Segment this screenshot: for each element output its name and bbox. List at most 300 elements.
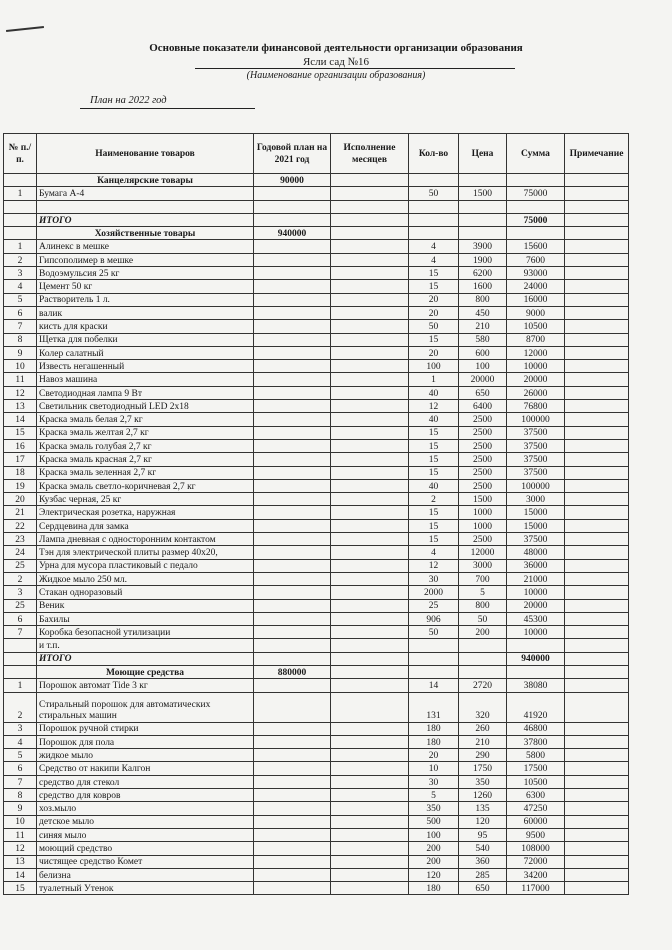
empty-cell bbox=[565, 174, 629, 187]
item-name: жидкое мыло bbox=[37, 749, 254, 762]
item-note bbox=[565, 815, 629, 828]
table-row bbox=[4, 639, 629, 652]
item-execution bbox=[331, 346, 409, 359]
item-price: 1000 bbox=[459, 506, 507, 519]
item-execution bbox=[331, 679, 409, 692]
table-row bbox=[4, 855, 629, 868]
table-body bbox=[4, 174, 629, 895]
item-sum: 17500 bbox=[507, 762, 565, 775]
empty-cell bbox=[459, 174, 507, 187]
item-annual-plan bbox=[254, 360, 331, 373]
item-price: 285 bbox=[459, 868, 507, 881]
item-sum: 10500 bbox=[507, 320, 565, 333]
table-row bbox=[4, 749, 629, 762]
row-number: 1 bbox=[4, 187, 37, 200]
row-number: 4 bbox=[4, 280, 37, 293]
col-header-execution: Исполнение месяцев bbox=[331, 134, 409, 174]
item-name: Бумага А-4 bbox=[37, 187, 254, 200]
item-qty: 30 bbox=[409, 572, 459, 585]
row-number: 3 bbox=[4, 267, 37, 280]
item-name: Навоз машина bbox=[37, 373, 254, 386]
table-row bbox=[4, 333, 629, 346]
item-annual-plan bbox=[254, 735, 331, 748]
document-title: Основные показатели финансовой деятельности организации образования bbox=[149, 42, 523, 54]
section-title: Моющие средства bbox=[37, 665, 254, 678]
item-note bbox=[565, 868, 629, 881]
item-sum: 3000 bbox=[507, 493, 565, 506]
item-name: Краска эмаль желтая 2,7 кг bbox=[37, 426, 254, 439]
item-note bbox=[565, 626, 629, 639]
item-qty: 1 bbox=[409, 373, 459, 386]
item-execution bbox=[331, 572, 409, 585]
row-number: 15 bbox=[4, 426, 37, 439]
item-qty: 120 bbox=[409, 868, 459, 881]
item-annual-plan bbox=[254, 306, 331, 319]
row-number bbox=[4, 213, 37, 226]
item-qty: 180 bbox=[409, 882, 459, 895]
item-qty: 200 bbox=[409, 855, 459, 868]
table-row bbox=[4, 533, 629, 546]
item-execution bbox=[331, 586, 409, 599]
item-annual-plan bbox=[254, 373, 331, 386]
item-note bbox=[565, 762, 629, 775]
item-execution bbox=[331, 828, 409, 841]
table-row bbox=[4, 240, 629, 253]
item-price bbox=[459, 200, 507, 213]
row-number: 21 bbox=[4, 506, 37, 519]
row-number: 5 bbox=[4, 749, 37, 762]
row-number: 25 bbox=[4, 559, 37, 572]
item-annual-plan bbox=[254, 320, 331, 333]
row-number: 24 bbox=[4, 546, 37, 559]
item-sum: 15000 bbox=[507, 506, 565, 519]
item-price: 2500 bbox=[459, 453, 507, 466]
item-qty: 10 bbox=[409, 762, 459, 775]
row-number: 17 bbox=[4, 453, 37, 466]
item-execution bbox=[331, 400, 409, 413]
item-qty: 25 bbox=[409, 599, 459, 612]
item-sum: 37500 bbox=[507, 453, 565, 466]
table-row bbox=[4, 559, 629, 572]
item-price: 1750 bbox=[459, 762, 507, 775]
item-name: детское мыло bbox=[37, 815, 254, 828]
item-price: 350 bbox=[459, 775, 507, 788]
item-name: Электрическая розетка, наружная bbox=[37, 506, 254, 519]
item-qty: 180 bbox=[409, 722, 459, 735]
row-number: 14 bbox=[4, 413, 37, 426]
empty-cell bbox=[507, 665, 565, 678]
row-number: 8 bbox=[4, 333, 37, 346]
item-sum: 9500 bbox=[507, 828, 565, 841]
item-name: Цемент 50 кг bbox=[37, 280, 254, 293]
item-execution bbox=[331, 373, 409, 386]
item-price: 95 bbox=[459, 828, 507, 841]
table-row bbox=[4, 267, 629, 280]
table-row bbox=[4, 413, 629, 426]
item-note bbox=[565, 373, 629, 386]
item-note bbox=[565, 802, 629, 815]
item-annual-plan bbox=[254, 762, 331, 775]
item-annual-plan bbox=[254, 519, 331, 532]
item-price: 3900 bbox=[459, 240, 507, 253]
item-sum: 10500 bbox=[507, 775, 565, 788]
table-row bbox=[4, 868, 629, 881]
table-row bbox=[4, 679, 629, 692]
item-note bbox=[565, 400, 629, 413]
item-annual-plan bbox=[254, 882, 331, 895]
item-sum: 15000 bbox=[507, 519, 565, 532]
table-row bbox=[4, 280, 629, 293]
row-number bbox=[4, 200, 37, 213]
item-annual-plan bbox=[254, 639, 331, 652]
item-price: 6400 bbox=[459, 400, 507, 413]
item-price: 100 bbox=[459, 360, 507, 373]
item-annual-plan bbox=[254, 280, 331, 293]
item-sum: 20000 bbox=[507, 373, 565, 386]
section-header-row bbox=[4, 227, 629, 240]
item-sum: 45300 bbox=[507, 612, 565, 625]
item-price: 260 bbox=[459, 722, 507, 735]
section-annual-plan: 90000 bbox=[254, 174, 331, 187]
item-qty: 20 bbox=[409, 293, 459, 306]
item-annual-plan bbox=[254, 546, 331, 559]
empty-cell bbox=[565, 227, 629, 240]
row-number bbox=[4, 639, 37, 652]
item-qty: 200 bbox=[409, 842, 459, 855]
item-note bbox=[565, 882, 629, 895]
item-qty: 20 bbox=[409, 306, 459, 319]
row-number: 6 bbox=[4, 762, 37, 775]
item-price: 290 bbox=[459, 749, 507, 762]
item-name: Стакан одноразовый bbox=[37, 586, 254, 599]
item-execution bbox=[331, 749, 409, 762]
item-qty: 15 bbox=[409, 267, 459, 280]
row-number: 8 bbox=[4, 789, 37, 802]
item-price: 210 bbox=[459, 735, 507, 748]
item-qty: 15 bbox=[409, 506, 459, 519]
item-name: Средство от накипи Калгон bbox=[37, 762, 254, 775]
plan-year: План на 2022 год bbox=[90, 95, 167, 106]
item-name: средство для ковров bbox=[37, 789, 254, 802]
item-sum: 5800 bbox=[507, 749, 565, 762]
item-annual-plan bbox=[254, 240, 331, 253]
row-number bbox=[4, 227, 37, 240]
table-row bbox=[4, 789, 629, 802]
item-qty: 40 bbox=[409, 479, 459, 492]
row-number: 6 bbox=[4, 612, 37, 625]
item-annual-plan bbox=[254, 493, 331, 506]
item-name: Растворитель 1 л. bbox=[37, 293, 254, 306]
empty-cell bbox=[459, 227, 507, 240]
item-price: 650 bbox=[459, 882, 507, 895]
item-note bbox=[565, 612, 629, 625]
item-qty: 12 bbox=[409, 559, 459, 572]
table-row bbox=[4, 815, 629, 828]
item-price: 800 bbox=[459, 599, 507, 612]
empty-cell bbox=[565, 665, 629, 678]
row-number: 10 bbox=[4, 360, 37, 373]
item-note bbox=[565, 293, 629, 306]
item-execution bbox=[331, 868, 409, 881]
item-execution bbox=[331, 789, 409, 802]
item-sum: 37500 bbox=[507, 426, 565, 439]
table-row bbox=[4, 253, 629, 266]
item-price: 5 bbox=[459, 586, 507, 599]
item-name: Краска эмаль белая 2,7 кг bbox=[37, 413, 254, 426]
item-name: Светильник светодиодный LED 2х18 bbox=[37, 400, 254, 413]
item-note bbox=[565, 466, 629, 479]
row-number: 2 bbox=[4, 572, 37, 585]
row-number: 19 bbox=[4, 479, 37, 492]
row-number: 7 bbox=[4, 626, 37, 639]
empty-cell bbox=[507, 227, 565, 240]
item-execution bbox=[331, 493, 409, 506]
section-total-sum: 75000 bbox=[507, 213, 565, 226]
item-execution bbox=[331, 439, 409, 452]
row-number: 12 bbox=[4, 842, 37, 855]
item-execution bbox=[331, 506, 409, 519]
item-name: Тэн для электрической плиты размер 40х20, bbox=[37, 546, 254, 559]
item-note bbox=[565, 320, 629, 333]
item-execution bbox=[331, 626, 409, 639]
item-annual-plan bbox=[254, 559, 331, 572]
item-note bbox=[565, 775, 629, 788]
row-number: 10 bbox=[4, 815, 37, 828]
item-qty: 15 bbox=[409, 439, 459, 452]
item-price: 3000 bbox=[459, 559, 507, 572]
item-sum: 48000 bbox=[507, 546, 565, 559]
table-row bbox=[4, 386, 629, 399]
table-row bbox=[4, 546, 629, 559]
item-execution bbox=[331, 267, 409, 280]
item-name: Порошок автомат Tide 3 кг bbox=[37, 679, 254, 692]
item-sum: 47250 bbox=[507, 802, 565, 815]
item-price: 135 bbox=[459, 802, 507, 815]
item-sum: 36000 bbox=[507, 559, 565, 572]
item-qty: 40 bbox=[409, 386, 459, 399]
item-sum: 60000 bbox=[507, 815, 565, 828]
item-annual-plan bbox=[254, 413, 331, 426]
table-row bbox=[4, 293, 629, 306]
item-name: Лампа дневная с односторонним контактом bbox=[37, 533, 254, 546]
row-number: 11 bbox=[4, 373, 37, 386]
item-price: 20000 bbox=[459, 373, 507, 386]
empty-cell bbox=[565, 213, 629, 226]
item-name: Краска эмаль красная 2,7 кг bbox=[37, 453, 254, 466]
item-price: 50 bbox=[459, 612, 507, 625]
empty-cell bbox=[459, 213, 507, 226]
row-number: 25 bbox=[4, 599, 37, 612]
row-number: 1 bbox=[4, 679, 37, 692]
item-sum: 6300 bbox=[507, 789, 565, 802]
item-price: 700 bbox=[459, 572, 507, 585]
item-sum: 16000 bbox=[507, 293, 565, 306]
item-name: Краска эмаль светло-коричневая 2,7 кг bbox=[37, 479, 254, 492]
item-qty: 40 bbox=[409, 413, 459, 426]
item-annual-plan bbox=[254, 453, 331, 466]
item-sum: 41920 bbox=[507, 692, 565, 722]
item-sum: 37500 bbox=[507, 533, 565, 546]
item-annual-plan bbox=[254, 679, 331, 692]
item-price: 540 bbox=[459, 842, 507, 855]
item-price: 210 bbox=[459, 320, 507, 333]
item-execution bbox=[331, 762, 409, 775]
row-number: 4 bbox=[4, 735, 37, 748]
row-number: 2 bbox=[4, 692, 37, 722]
item-sum: 21000 bbox=[507, 572, 565, 585]
item-sum: 37500 bbox=[507, 466, 565, 479]
row-number: 16 bbox=[4, 439, 37, 452]
item-qty: 100 bbox=[409, 828, 459, 841]
item-sum: 108000 bbox=[507, 842, 565, 855]
item-qty: 50 bbox=[409, 626, 459, 639]
item-note bbox=[565, 280, 629, 293]
item-annual-plan bbox=[254, 333, 331, 346]
table-row bbox=[4, 200, 629, 213]
row-number bbox=[4, 652, 37, 665]
item-execution bbox=[331, 426, 409, 439]
row-number: 20 bbox=[4, 493, 37, 506]
item-qty: 50 bbox=[409, 320, 459, 333]
row-number: 11 bbox=[4, 828, 37, 841]
item-sum bbox=[507, 639, 565, 652]
row-number: 22 bbox=[4, 519, 37, 532]
item-note bbox=[565, 789, 629, 802]
item-sum: 75000 bbox=[507, 187, 565, 200]
row-number: 14 bbox=[4, 868, 37, 881]
item-name: Веник bbox=[37, 599, 254, 612]
item-sum: 24000 bbox=[507, 280, 565, 293]
item-name: средство для стекол bbox=[37, 775, 254, 788]
item-execution bbox=[331, 533, 409, 546]
table-row bbox=[4, 722, 629, 735]
item-name: Водоэмульсия 25 кг bbox=[37, 267, 254, 280]
item-note bbox=[565, 533, 629, 546]
section-total-row bbox=[4, 213, 629, 226]
empty-cell bbox=[409, 227, 459, 240]
item-sum: 76800 bbox=[507, 400, 565, 413]
item-note bbox=[565, 267, 629, 280]
item-name: Гипсополимер в мешке bbox=[37, 253, 254, 266]
table-row bbox=[4, 453, 629, 466]
item-annual-plan bbox=[254, 346, 331, 359]
item-annual-plan bbox=[254, 187, 331, 200]
item-price: 580 bbox=[459, 333, 507, 346]
table-row bbox=[4, 466, 629, 479]
item-name: Сердцевина для замка bbox=[37, 519, 254, 532]
section-annual-plan: 940000 bbox=[254, 227, 331, 240]
item-sum: 9000 bbox=[507, 306, 565, 319]
item-price: 1000 bbox=[459, 519, 507, 532]
item-qty: 15 bbox=[409, 333, 459, 346]
item-note bbox=[565, 493, 629, 506]
table-row bbox=[4, 400, 629, 413]
item-execution bbox=[331, 466, 409, 479]
section-total-sum: 940000 bbox=[507, 652, 565, 665]
item-price: 600 bbox=[459, 346, 507, 359]
item-annual-plan bbox=[254, 612, 331, 625]
item-note bbox=[565, 413, 629, 426]
item-name: Стиральный порошок для автоматических стиральных машин bbox=[37, 692, 254, 722]
item-price: 2500 bbox=[459, 426, 507, 439]
row-number: 13 bbox=[4, 400, 37, 413]
table-row bbox=[4, 586, 629, 599]
item-sum: 7600 bbox=[507, 253, 565, 266]
table-row bbox=[4, 692, 629, 722]
item-sum: 100000 bbox=[507, 479, 565, 492]
item-sum: 10000 bbox=[507, 586, 565, 599]
item-qty: 12 bbox=[409, 400, 459, 413]
item-name: Порошок ручной стирки bbox=[37, 722, 254, 735]
item-sum: 72000 bbox=[507, 855, 565, 868]
item-execution bbox=[331, 735, 409, 748]
row-number: 9 bbox=[4, 346, 37, 359]
item-name: валик bbox=[37, 306, 254, 319]
item-execution bbox=[331, 280, 409, 293]
item-annual-plan bbox=[254, 506, 331, 519]
row-number: 2 bbox=[4, 253, 37, 266]
item-qty: 15 bbox=[409, 280, 459, 293]
item-qty: 4 bbox=[409, 240, 459, 253]
item-execution bbox=[331, 240, 409, 253]
empty-cell bbox=[459, 652, 507, 665]
item-name: Коробка безопасной утилизации bbox=[37, 626, 254, 639]
organization-caption: (Наименование организации образования) bbox=[246, 70, 426, 81]
item-name: белизна bbox=[37, 868, 254, 881]
row-number: 7 bbox=[4, 320, 37, 333]
item-note bbox=[565, 519, 629, 532]
empty-cell bbox=[409, 213, 459, 226]
item-sum: 10000 bbox=[507, 626, 565, 639]
col-header-sum: Сумма bbox=[507, 134, 565, 174]
item-qty: 2 bbox=[409, 493, 459, 506]
table-row bbox=[4, 439, 629, 452]
item-execution bbox=[331, 453, 409, 466]
item-price: 1500 bbox=[459, 187, 507, 200]
col-header-plan: Годовой план на 2021 год bbox=[254, 134, 331, 174]
item-sum: 12000 bbox=[507, 346, 565, 359]
row-number bbox=[4, 174, 37, 187]
item-name: Порошок для пола bbox=[37, 735, 254, 748]
item-qty bbox=[409, 639, 459, 652]
item-price: 2500 bbox=[459, 479, 507, 492]
item-execution bbox=[331, 200, 409, 213]
table-row bbox=[4, 306, 629, 319]
item-note bbox=[565, 599, 629, 612]
item-note bbox=[565, 735, 629, 748]
item-note bbox=[565, 426, 629, 439]
item-annual-plan bbox=[254, 692, 331, 722]
item-annual-plan bbox=[254, 789, 331, 802]
item-price: 2500 bbox=[459, 466, 507, 479]
item-sum: 20000 bbox=[507, 599, 565, 612]
item-execution bbox=[331, 842, 409, 855]
item-name: Кузбас черная, 25 кг bbox=[37, 493, 254, 506]
item-execution bbox=[331, 722, 409, 735]
table-row bbox=[4, 802, 629, 815]
item-name: синяя мыло bbox=[37, 828, 254, 841]
item-name: Известь негашенный bbox=[37, 360, 254, 373]
table-header-row bbox=[4, 134, 629, 174]
table-row bbox=[4, 346, 629, 359]
empty-cell bbox=[331, 652, 409, 665]
item-execution bbox=[331, 386, 409, 399]
empty-cell bbox=[254, 652, 331, 665]
item-execution bbox=[331, 333, 409, 346]
item-price: 360 bbox=[459, 855, 507, 868]
item-execution bbox=[331, 320, 409, 333]
item-execution bbox=[331, 253, 409, 266]
